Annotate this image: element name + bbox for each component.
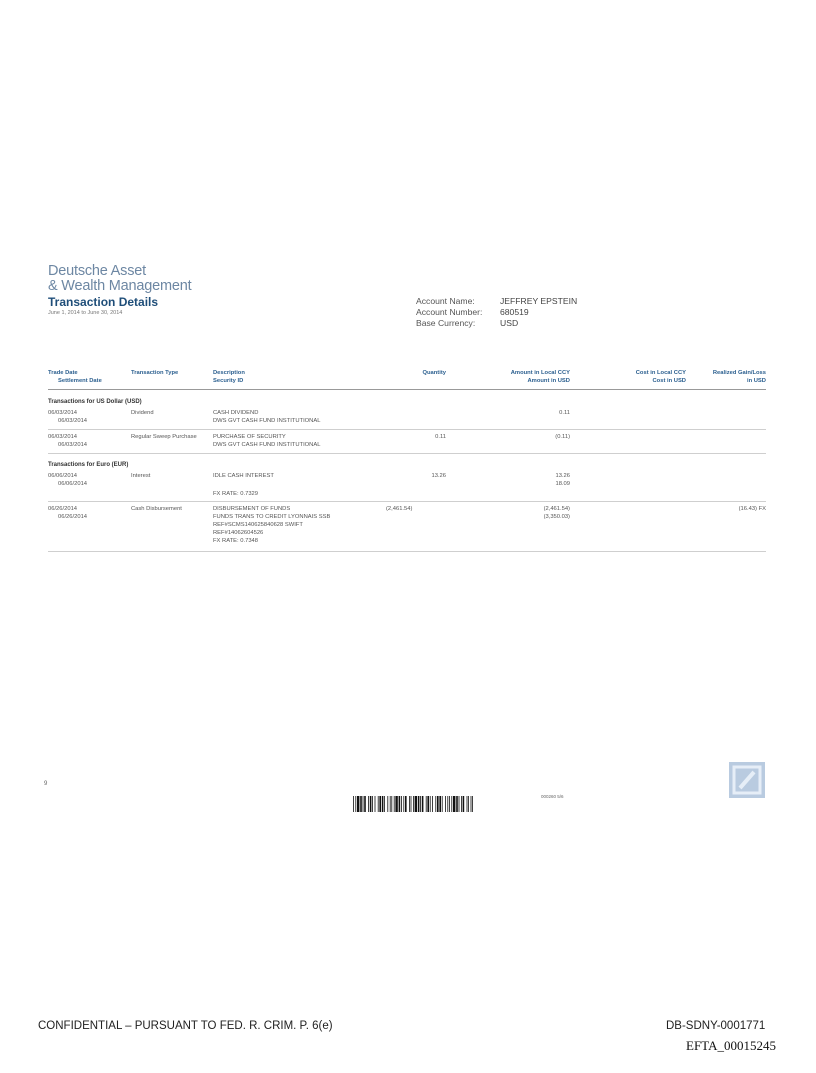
- barcode-bar: [390, 796, 391, 812]
- row-4-gain-loss: (16.43) FX: [738, 506, 766, 512]
- row-1-description: [213, 409, 320, 425]
- barcode-bar: [379, 796, 381, 812]
- row-3-quantity: 13.26: [431, 473, 446, 479]
- page-number: 9: [44, 781, 48, 787]
- page-title: Transaction Details: [48, 295, 159, 309]
- statement-period: June 1, 2014 to June 30, 2014: [48, 310, 123, 316]
- efta-number: EFTA_00015245: [686, 1038, 776, 1053]
- header-rule: [48, 389, 766, 390]
- row-4-quantity: (2,461.54): [386, 506, 413, 512]
- barcode-image: [353, 796, 473, 812]
- row-4-desc-line: REF#14062604526: [213, 530, 264, 536]
- header-cost-usd: Cost in USD: [652, 378, 686, 384]
- barcode-bar: [437, 796, 439, 812]
- barcode-bar: [471, 796, 472, 812]
- header-amount: [480, 369, 570, 385]
- row-3-fx-rate: FX RATE: 0.7329: [213, 491, 258, 497]
- base-currency-label: Base Currency:: [416, 318, 476, 329]
- row-rule: [48, 453, 766, 454]
- row-3-type: Interest: [131, 473, 151, 479]
- header-gain-loss-1: Realized Gain/Loss: [712, 370, 766, 376]
- barcode-bar: [391, 796, 392, 812]
- row-1-desc-line: DWS GVT CASH FUND INSTITUTIONAL: [213, 418, 321, 424]
- row-4-amount-usd: (3,350.03): [543, 514, 570, 520]
- row-2-desc-line: PURCHASE OF SECURITY: [213, 434, 286, 440]
- row-3-dates: [48, 472, 87, 488]
- barcode-bar: [403, 796, 404, 812]
- barcode-bar: [370, 796, 372, 812]
- barcode-bar: [422, 796, 424, 812]
- row-4-amount-local: (2,461.54): [543, 506, 570, 512]
- barcode-bar: [387, 796, 388, 812]
- row-1-amount-local: 0.11: [559, 410, 570, 416]
- barcode-bar: [394, 796, 395, 812]
- row-4-dates: [48, 505, 87, 521]
- header-dates: [48, 369, 102, 385]
- header-cost: [596, 369, 686, 385]
- barcode-bar: [413, 796, 414, 812]
- row-3-trade-date: 06/06/2014: [48, 473, 78, 479]
- row-3-description: [213, 472, 274, 498]
- barcode-bar: [451, 796, 452, 812]
- row-rule: [48, 429, 766, 430]
- barcode-bar: [360, 796, 362, 812]
- header-description-label: Description: [213, 370, 245, 376]
- barcode-bar: [435, 796, 436, 812]
- barcode-bar: [432, 796, 433, 812]
- row-4-fx-rate: FX RATE: 0.7348: [213, 538, 258, 544]
- barcode-bar: [405, 796, 407, 812]
- barcode-bar: [427, 796, 429, 812]
- row-3-settle-date: 06/06/2014: [58, 481, 88, 487]
- header-description: [213, 369, 245, 385]
- barcode-bar: [382, 796, 384, 812]
- brand-line-2: & Wealth Management: [48, 277, 192, 294]
- barcode-bar: [353, 796, 354, 812]
- document-code: 000260 5/6: [541, 794, 564, 799]
- row-4-type: Cash Disbursement: [131, 506, 182, 512]
- account-labels: [416, 296, 482, 330]
- barcode-bar: [363, 796, 364, 812]
- row-4-settle-date: 06/26/2014: [58, 514, 88, 520]
- barcode-bar: [409, 796, 410, 812]
- barcode-bar: [375, 796, 376, 812]
- barcode-bar: [384, 796, 385, 812]
- row-2-amount-local: (0.11): [555, 434, 570, 440]
- account-number-label: Account Number:: [416, 307, 483, 318]
- header-security-id: Security ID: [213, 378, 244, 384]
- account-name-value: JEFFREY EPSTEIN: [500, 296, 578, 306]
- row-2-quantity: 0.11: [435, 434, 446, 440]
- bates-number: DB-SDNY-0001771: [666, 1020, 766, 1032]
- barcode-bar: [445, 796, 446, 812]
- row-1-desc-line: CASH DIVIDEND: [213, 410, 259, 416]
- brand-line-1: Deutsche Asset: [48, 263, 146, 279]
- barcode-bar: [411, 796, 412, 812]
- header-gain-loss-2: in USD: [746, 378, 766, 384]
- row-3-desc-line: IDLE CASH INTEREST: [213, 473, 274, 479]
- header-gain-loss: [690, 369, 766, 385]
- row-2-trade-date: 06/03/2014: [48, 434, 78, 440]
- barcode-bar: [378, 796, 379, 812]
- barcode-bar: [430, 796, 431, 812]
- row-3-desc-line: [213, 480, 274, 488]
- barcode-bar: [472, 796, 473, 812]
- row-2-description: [213, 433, 320, 449]
- barcode-bar: [418, 796, 420, 812]
- row-3-amount-usd: 18.09: [555, 481, 570, 487]
- barcode-bar: [357, 796, 359, 812]
- row-2-desc-line: DWS GVT CASH FUND INSTITUTIONAL: [213, 442, 321, 448]
- row-1-type: Dividend: [131, 410, 154, 416]
- barcode-bar: [456, 796, 458, 812]
- barcode-bar: [372, 796, 373, 812]
- barcode-bar: [442, 796, 443, 812]
- barcode-bar: [364, 796, 366, 812]
- header-amount-local: Amount in Local CCY: [510, 370, 570, 376]
- row-3-amount: [480, 472, 570, 488]
- header-amount-usd: Amount in USD: [527, 378, 570, 384]
- section-title-usd: Transactions for US Dollar (USD): [48, 399, 142, 405]
- row-1-dates: [48, 409, 87, 425]
- barcode-bar: [463, 796, 465, 812]
- row-4-trade-date: 06/26/2014: [48, 506, 78, 512]
- row-4-desc-line: DISBURSEMENT OF FUNDS: [213, 506, 291, 512]
- row-2-dates: [48, 433, 87, 449]
- barcode-bar: [459, 796, 460, 812]
- barcode-bar: [399, 796, 401, 812]
- brand-logo-text: [48, 264, 191, 293]
- barcode-bar: [447, 796, 448, 812]
- row-rule: [48, 501, 766, 502]
- barcode-bar: [461, 796, 462, 812]
- barcode-bar: [395, 796, 397, 812]
- row-4-desc-line: FUNDS TRANS TO CREDIT LYONNAIS SSB: [213, 514, 331, 520]
- header-cost-local: Cost in Local CCY: [635, 370, 686, 376]
- section-title-eur: Transactions for Euro (EUR): [48, 462, 129, 468]
- barcode-bar: [420, 796, 421, 812]
- account-name-label: Account Name:: [416, 296, 475, 306]
- deutsche-bank-logo: [729, 762, 765, 798]
- header-quantity: Quantity: [422, 370, 446, 376]
- confidential-notice: CONFIDENTIAL – PURSUANT TO FED. R. CRIM. P. 6(e): [38, 1020, 333, 1032]
- row-rule: [48, 551, 766, 552]
- row-2-type: Regular Sweep Purchase: [131, 434, 197, 440]
- deutsche-bank-logo-icon: [729, 762, 765, 798]
- barcode-bar: [439, 796, 441, 812]
- account-values: [500, 296, 577, 330]
- barcode-bar: [449, 796, 450, 812]
- header-transaction-type: Transaction Type: [131, 370, 179, 376]
- row-4-desc-line: REF#SCMS140625840628 SWIFT: [213, 522, 303, 528]
- barcode-bar: [355, 796, 356, 812]
- row-3-amount-local: 13.26: [555, 473, 570, 479]
- barcode-bar: [467, 796, 468, 812]
- row-1-trade-date: 06/03/2014: [48, 410, 78, 416]
- barcode-bar: [426, 796, 427, 812]
- row-4-description: [213, 505, 330, 545]
- row-1-settle-date: 06/03/2014: [58, 418, 88, 424]
- barcode-bar: [415, 796, 417, 812]
- row-4-amount: [480, 505, 570, 521]
- barcode-bar: [401, 796, 402, 812]
- barcode-bar: [453, 796, 455, 812]
- barcode-bar: [368, 796, 369, 812]
- base-currency-value: USD: [500, 318, 519, 329]
- row-2-settle-date: 06/03/2014: [58, 442, 88, 448]
- barcode-bar: [468, 796, 469, 812]
- account-number-value: 680519: [500, 307, 529, 318]
- header-settlement-date: Settlement Date: [58, 378, 102, 384]
- header-trade-date: Trade Date: [48, 370, 78, 376]
